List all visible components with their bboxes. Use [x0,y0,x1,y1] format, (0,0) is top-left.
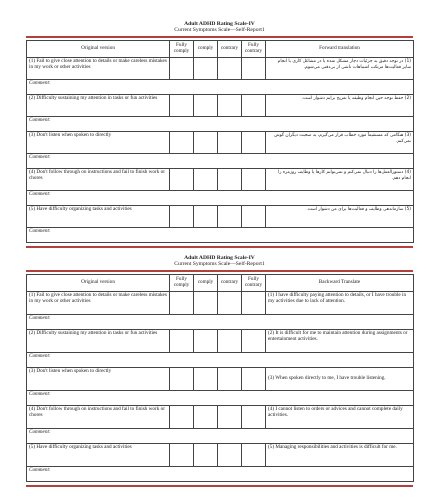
item-original: (1) Fail to give close attention to details or make careless mistakes in my work or other activities [27,291,170,314]
item-row [27,329,414,352]
header-rule [26,270,413,272]
rating-comply-cell[interactable] [194,443,218,466]
comment-label: Comment: [27,466,414,481]
rating-comply-cell[interactable] [194,329,218,352]
header-rule [26,36,413,38]
forward-table [26,40,414,243]
rating-fully-contrary-cell[interactable] [242,291,266,314]
item-translation: (3) هنگامی که مستقیماً مورد خطاب قرار می‌گیرم، به صحبت دیگران گوش نمی‌کنم. [266,131,414,153]
rating-fully-contrary-cell[interactable] [242,367,266,390]
item-translation: (4) I cannot listen to orders or advices and cannot complete daily activities. [266,405,414,428]
comment-row[interactable] [27,153,414,168]
rating-comply-cell[interactable] [194,291,218,314]
form-title: Adult ADHD Rating Scale-IV [184,21,255,27]
item-original: (1) Fail to give close attention to details or make careless mistakes in my work or other activities [27,57,170,79]
item-row [27,291,414,314]
item-translation: (5) Managing responsibilities and activities is difficult for me. [266,443,414,466]
rating-comply-cell[interactable] [194,131,218,153]
rating-fully-contrary-cell[interactable] [242,205,266,227]
comment-row[interactable] [27,314,414,329]
rating-contrary-cell[interactable] [218,291,242,314]
comment-label: Comment: [27,352,414,367]
item-row [27,205,414,227]
item-translation: (1) I have difficulty paying attention to details, or I have trouble in my activities due to lack of attention. [266,291,414,314]
backward-translation-form [26,255,413,487]
comment-row[interactable] [27,116,414,131]
header-contrary: contrary [218,40,242,57]
rating-comply-cell[interactable] [194,168,218,190]
form-title: Adult ADHD Rating Scale-IV [184,255,255,261]
rating-comply-cell[interactable] [194,205,218,227]
rating-contrary-cell[interactable] [218,405,242,428]
rating-comply-cell[interactable] [194,367,218,390]
item-row [27,443,414,466]
header-fully-comply: Fully comply [170,274,194,291]
header-contrary: contrary [218,274,242,291]
forward-translation-form [26,21,413,248]
item-translation: (5) سازماندهی وظایف و فعالیت‌ها برای من دشوار است. [266,205,414,227]
header-original: Original version [27,40,170,57]
rating-comply-cell[interactable] [194,94,218,116]
item-original: (4) Don't follow through on instructions and fail to finish work or chores [27,405,170,428]
item-translation: (1) در توجه دقیق به جزئیات دچار مشکل شده یا در مشاغل کاری یا انجام سایر فعالیت‌ها مرتکب اشتباهات ناشی از بی‌دقتی می‌شوم. [266,57,414,79]
rating-fully-contrary-cell[interactable] [242,405,266,428]
item-original: (3) Don't listen when spoken to directly [27,367,170,390]
rating-comply-cell[interactable] [194,57,218,79]
rating-contrary-cell[interactable] [218,57,242,79]
form-subtitle: Current Symptoms Scale—Self-Report1 [174,27,265,34]
comment-row[interactable] [27,79,414,94]
rating-contrary-cell[interactable] [218,131,242,153]
rating-contrary-cell[interactable] [218,329,242,352]
item-row [27,57,414,79]
comment-row[interactable] [27,428,414,443]
rating-contrary-cell[interactable] [218,94,242,116]
item-original: (2) Difficulty sustaining my attention in tasks or fun activities [27,329,170,352]
rating-fully-comply-cell[interactable] [170,94,194,116]
footer-rule [26,485,413,487]
rating-fully-contrary-cell[interactable] [242,168,266,190]
header-translation: Backward Translate [266,274,414,291]
item-translation: (2) حفظ توجه حین انجام وظیفه یا تفریح برایم دشوار است. [266,94,414,116]
comment-row[interactable] [27,227,414,242]
comment-row[interactable] [27,390,414,405]
rating-fully-comply-cell[interactable] [170,405,194,428]
header-fully-comply: Fully comply [170,40,194,57]
rating-contrary-cell[interactable] [218,168,242,190]
header-original: Original version [27,274,170,291]
header-row [27,274,414,291]
comment-label: Comment: [27,227,414,242]
item-row [27,367,414,390]
item-row [27,168,414,190]
comment-row[interactable] [27,190,414,205]
backward-table [26,274,414,482]
rating-contrary-cell[interactable] [218,367,242,390]
header-comply: comply [194,274,218,291]
rating-fully-comply-cell[interactable] [170,205,194,227]
rating-fully-contrary-cell[interactable] [242,443,266,466]
rating-fully-comply-cell[interactable] [170,329,194,352]
header-comply: comply [194,40,218,57]
header-translation: Forward translation [266,40,414,57]
rating-fully-comply-cell[interactable] [170,367,194,390]
form-subtitle: Current Symptoms Scale—Self-Report1 [174,261,265,268]
comment-label: Comment: [27,79,414,94]
item-row [27,405,414,428]
item-translation: (4) دستورالعمل‌ها را دنبال نمی‌کنم و نمی‌توانم کارها یا وظایف روزمره را انجام دهم. [266,168,414,190]
comment-label: Comment: [27,390,414,405]
item-translation: (2) It is difficult for me to maintain attention during assignments or entertainment activities. [266,329,414,352]
rating-fully-contrary-cell[interactable] [242,94,266,116]
rating-contrary-cell[interactable] [218,205,242,227]
rating-comply-cell[interactable] [194,405,218,428]
rating-fully-comply-cell[interactable] [170,443,194,466]
rating-fully-comply-cell[interactable] [170,57,194,79]
rating-fully-comply-cell[interactable] [170,168,194,190]
comment-label: Comment: [27,153,414,168]
header-fully-contrary: Fully contrary [242,274,266,291]
comment-label: Comment: [27,428,414,443]
item-original: (4) Don't follow through on instructions and fail to finish work or chores [27,168,170,190]
item-row [27,131,414,153]
item-row [27,94,414,116]
comment-label: Comment: [27,314,414,329]
rating-fully-contrary-cell[interactable] [242,57,266,79]
item-original: (3) Don't listen when spoken to directly [27,131,170,153]
item-original: (2) Difficulty sustaining my attention in tasks or fun activities [27,94,170,116]
comment-label: Comment: [27,190,414,205]
rating-fully-contrary-cell[interactable] [242,329,266,352]
comment-label: Comment: [27,116,414,131]
comment-row[interactable] [27,466,414,481]
rating-fully-comply-cell[interactable] [170,131,194,153]
rating-fully-comply-cell[interactable] [170,291,194,314]
item-original: (5) Have difficulty organizing tasks and activities [27,205,170,227]
comment-row[interactable] [27,352,414,367]
rating-contrary-cell[interactable] [218,443,242,466]
header-fully-contrary: Fully contrary [242,40,266,57]
item-original: (5) Have difficulty organizing tasks and activities [27,443,170,466]
rating-fully-contrary-cell[interactable] [242,131,266,153]
item-translation: (3) When spoken directly to me, I have trouble listening. [266,367,414,390]
header-row [27,40,414,57]
footer-rule [26,246,413,248]
